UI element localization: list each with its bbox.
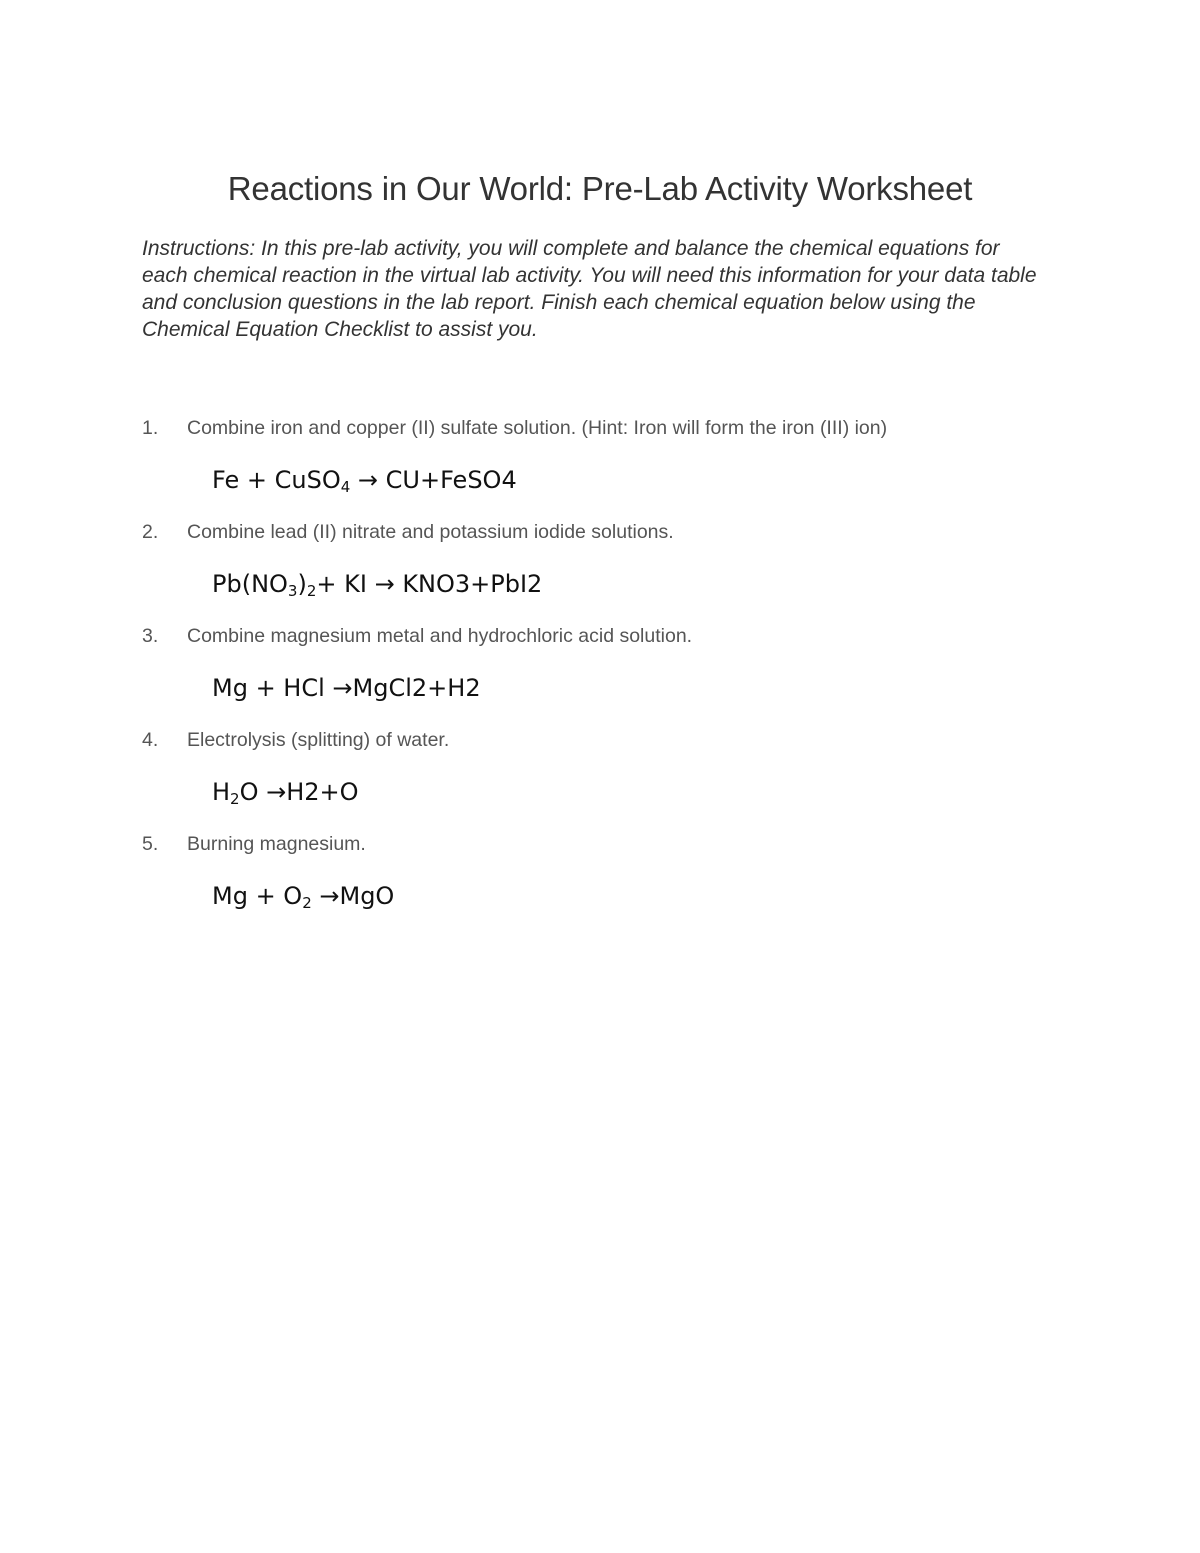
equation-part: H	[212, 778, 231, 806]
page-title: Reactions in Our World: Pre-Lab Activity Worksheet	[227, 170, 973, 207]
item-text: Combine lead (II) nitrate and potassium iodide solutions.	[187, 521, 674, 543]
instructions-paragraph: Instructions: In this pre-lab activity, you will complete and balance the chemical equations for each chemical reaction in the virtual lab activity. You will need this information for your data table and conclusion questions in the lab report. Finish each chemical equation below using the Chemical Equation Checklist to assist you.	[142, 237, 1037, 341]
equation-subscript: 2	[230, 790, 240, 808]
equation	[212, 778, 359, 806]
equation-part: → CU+FeSO4	[350, 466, 517, 494]
equation-subscript: 2	[302, 894, 312, 912]
item-text: Electrolysis (splitting) of water.	[187, 729, 450, 751]
item-number: 2.	[142, 521, 159, 543]
equation-part: O →H2+O	[239, 778, 359, 806]
equation-subscript: 4	[340, 478, 351, 496]
equation	[212, 674, 481, 702]
item-text: Combine iron and copper (II) sulfate solution. (Hint: Iron will form the iron (III) ion)	[187, 417, 888, 439]
equation-part: Pb(NO	[212, 570, 288, 598]
equation	[212, 570, 542, 598]
equation-subscript: 3	[287, 582, 298, 600]
equation	[212, 466, 517, 494]
equation-part: →MgO	[311, 882, 395, 910]
equation-part: )	[297, 570, 307, 598]
item-number: 1.	[142, 417, 159, 439]
item-text: Combine magnesium metal and hydrochloric acid solution.	[187, 625, 693, 647]
equation-part: Mg + O	[212, 882, 303, 910]
item-number: 5.	[142, 833, 159, 855]
equation	[212, 882, 394, 910]
item-text: Burning magnesium.	[187, 833, 366, 855]
equation-subscript: 2	[306, 582, 317, 600]
item-number: 4.	[142, 729, 159, 751]
equation-part: Mg + HCl →MgCl2+H2	[212, 674, 481, 702]
equation-part: Fe + CuSO	[212, 466, 341, 494]
equation-part: + KI → KNO3+PbI2	[316, 570, 543, 598]
item-number: 3.	[142, 625, 159, 647]
